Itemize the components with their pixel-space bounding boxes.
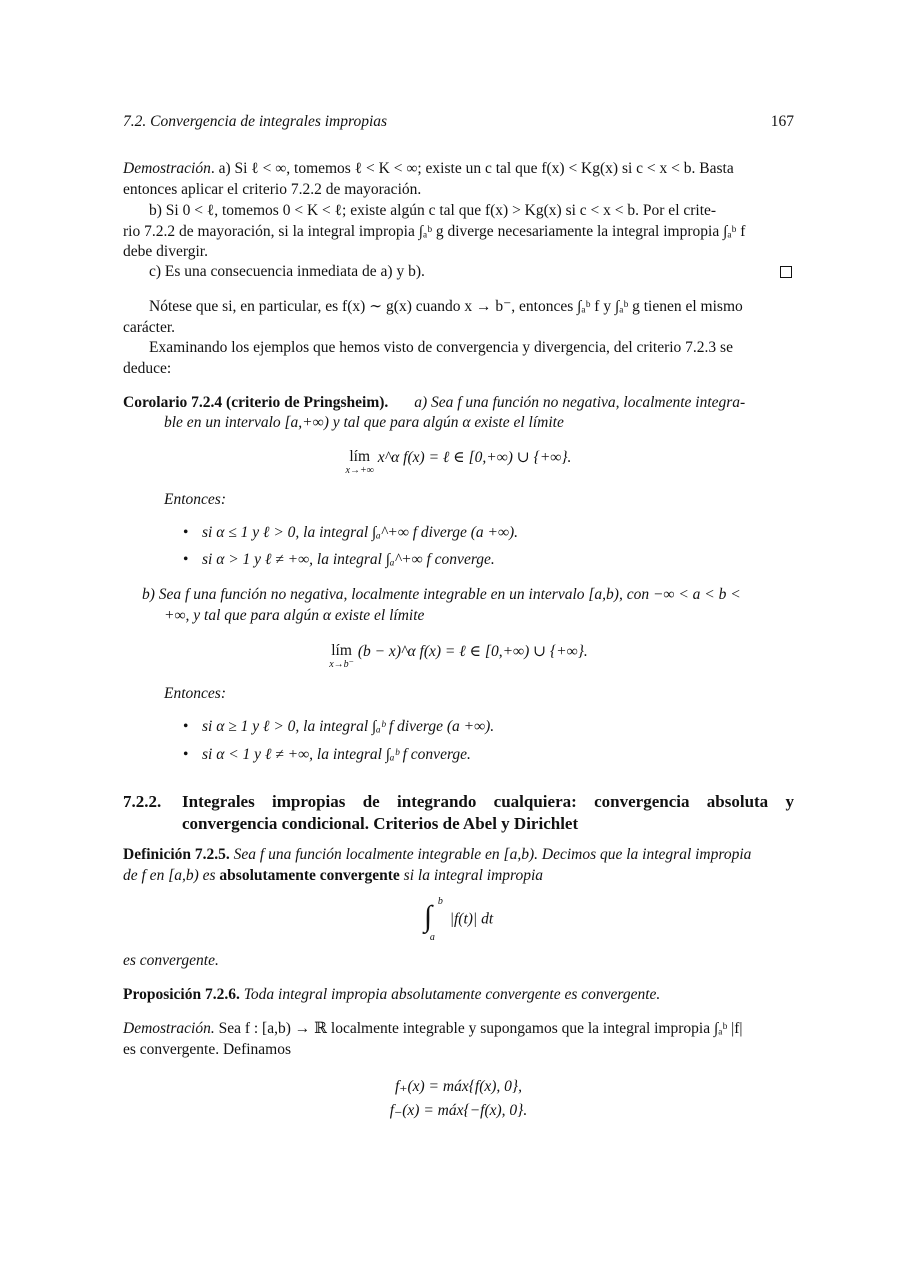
definicion-bold-term: absolutamente convergente <box>219 866 400 884</box>
demo1-b-line2: rio 7.2.2 de mayoración, si la integral impropia ∫ₐᵇ g diverge necesariamente la integral impropia ∫ₐᵇ f <box>123 222 746 240</box>
lim-operator <box>329 642 354 670</box>
equation-abs-integral <box>123 898 794 942</box>
bullet-text: si α < 1 y ℓ ≠ +∞, la integral ∫ₐᵇ f converge. <box>202 746 471 763</box>
proposicion <box>123 985 794 1006</box>
equation-lim-infinity <box>123 448 794 476</box>
equation-f-plus: f₊(x) = máx{f(x), 0}, <box>394 1078 522 1095</box>
running-header <box>123 113 794 131</box>
bullet-dot: • <box>183 524 189 541</box>
definicion-line2-pre: de f en [a,b) es <box>123 866 216 884</box>
corolario-b-line1: b) Sea f una función no negativa, localmente integrable en un intervalo [a,b), con −∞ < a < b < <box>142 586 741 603</box>
demo1-b-line3: debe divergir. <box>123 243 208 260</box>
demo2 <box>123 1019 794 1060</box>
integral-sign: ∫ b a <box>423 896 443 943</box>
demo1-b-line1: b) Si 0 < ℓ, tomemos 0 < K < ℓ; existe algún c tal que f(x) > Kg(x) si c < x < b. Por el crite- <box>149 202 717 219</box>
entonces-a: Entonces: <box>164 491 226 508</box>
integral-body: |f(t)| dt <box>449 910 494 928</box>
bullet-dot: • <box>183 718 189 735</box>
corolario-a-line1: a) Sea f una función no negativa, localmente integra- <box>414 394 746 411</box>
demo1-a-line2: entonces aplicar el criterio 7.2.2 de mayoración. <box>123 180 422 198</box>
definicion-line2-post: si la integral impropia <box>403 866 544 884</box>
equation-f-minus: f₋(x) = máx{−f(x), 0}. <box>389 1102 528 1119</box>
section-number: 7.2.2. <box>123 792 162 811</box>
note-line2: carácter. <box>123 318 176 336</box>
bullet-dot: • <box>183 746 189 763</box>
exam-line2: deduce: <box>123 359 172 377</box>
definicion <box>123 845 794 886</box>
integral-lower: a <box>429 932 435 943</box>
lim-word: lím <box>349 448 371 465</box>
definicion-line1: Sea f una función localmente integrable en [a,b). Decimos que la integral impropia <box>233 846 752 863</box>
bullet-item <box>183 746 471 764</box>
bullet-text: si α ≥ 1 y ℓ > 0, la integral ∫ₐᵇ f diverge (a +∞). <box>202 718 495 735</box>
demo1-b <box>123 201 794 263</box>
exam-paragraph <box>123 338 794 379</box>
definicion-after: es convergente. <box>123 952 219 969</box>
lim-subscript: x→+∞ <box>345 465 374 476</box>
equation-lim-b <box>123 642 794 670</box>
proposicion-label: Proposición 7.2.6. <box>123 986 240 1003</box>
definicion-label: Definición 7.2.5. <box>123 846 230 863</box>
qed-box <box>780 266 792 278</box>
lim-word: lím <box>331 642 352 659</box>
lim-subscript: x→b⁻ <box>329 659 354 670</box>
corolario-heading <box>123 393 794 414</box>
demo2-line1: Sea f : [a,b) → ℝ localmente integrable y supongamos que la integral impropia ∫ₐᵇ |f| <box>218 1020 743 1037</box>
demo1-a-line1: a) Si ℓ < ∞, tomemos ℓ < K < ∞; existe un c tal que f(x) < Kg(x) si c < x < b. Basta <box>218 160 734 177</box>
section-heading <box>123 791 794 835</box>
bullet-item <box>183 718 495 736</box>
bullet-text: si α ≤ 1 y ℓ > 0, la integral ∫ₐ^+∞ f diverge (a +∞). <box>202 524 519 541</box>
equation-body: (b − x)^α f(x) = ℓ ∈ [0,+∞) ∪ {+∞}. <box>357 643 588 660</box>
page-number: 167 <box>770 113 794 130</box>
integral-upper: b <box>437 896 443 907</box>
corolario-b <box>142 585 794 626</box>
bullet-dot: • <box>183 551 189 568</box>
bullet-text: si α > 1 y ℓ ≠ +∞, la integral ∫ₐ^+∞ f converge. <box>202 551 495 568</box>
corolario-label: Corolario 7.2.4 (criterio de Pringsheim). <box>123 394 389 411</box>
demo2-line2: es convergente. Definamos <box>123 1040 292 1058</box>
corolario-a-line2: ble en un intervalo [a,+∞) y tal que para algún α existe el límite <box>164 414 564 431</box>
section-title: Integrales impropias de integrando cualquiera: convergencia absoluta y convergencia condicional. Criterios de Abel y Dirichlet <box>182 792 794 833</box>
lim-operator <box>346 448 374 476</box>
entonces-b: Entonces: <box>164 685 226 702</box>
demo2-label: Demostración. <box>123 1020 215 1037</box>
bullet-item <box>183 524 519 542</box>
corolario-b-line2: +∞, y tal que para algún α existe el límite <box>164 606 425 624</box>
bullet-item <box>183 551 495 569</box>
demo1-c-line: c) Es una consecuencia inmediata de a) y b). <box>149 263 425 280</box>
note-paragraph <box>123 297 794 338</box>
demo1-c <box>123 262 794 283</box>
exam-line1: Examinando los ejemplos que hemos visto de convergencia y divergencia, del criterio 7.2.3 se <box>149 339 733 356</box>
header-title: 7.2. Convergencia de integrales impropias <box>123 113 388 130</box>
demo1-label: Demostración <box>123 160 211 177</box>
note-line1: Nótese que si, en particular, es f(x) ∼ g(x) cuando x → b⁻, entonces ∫ₐᵇ f y ∫ₐᵇ g tienen el mismo <box>149 298 743 315</box>
proposicion-text: Toda integral impropia absolutamente convergente es convergente. <box>243 986 661 1003</box>
demo1-a: Demostración. a) Si ℓ < ∞, tomemos ℓ < K < ∞; existe un c tal que f(x) < Kg(x) si c < x < b. Basta entonces aplicar el criterio 7.2.2 de mayoración. <box>123 160 734 198</box>
equation-body: x^α f(x) = ℓ ∈ [0,+∞) ∪ {+∞}. <box>377 449 572 466</box>
